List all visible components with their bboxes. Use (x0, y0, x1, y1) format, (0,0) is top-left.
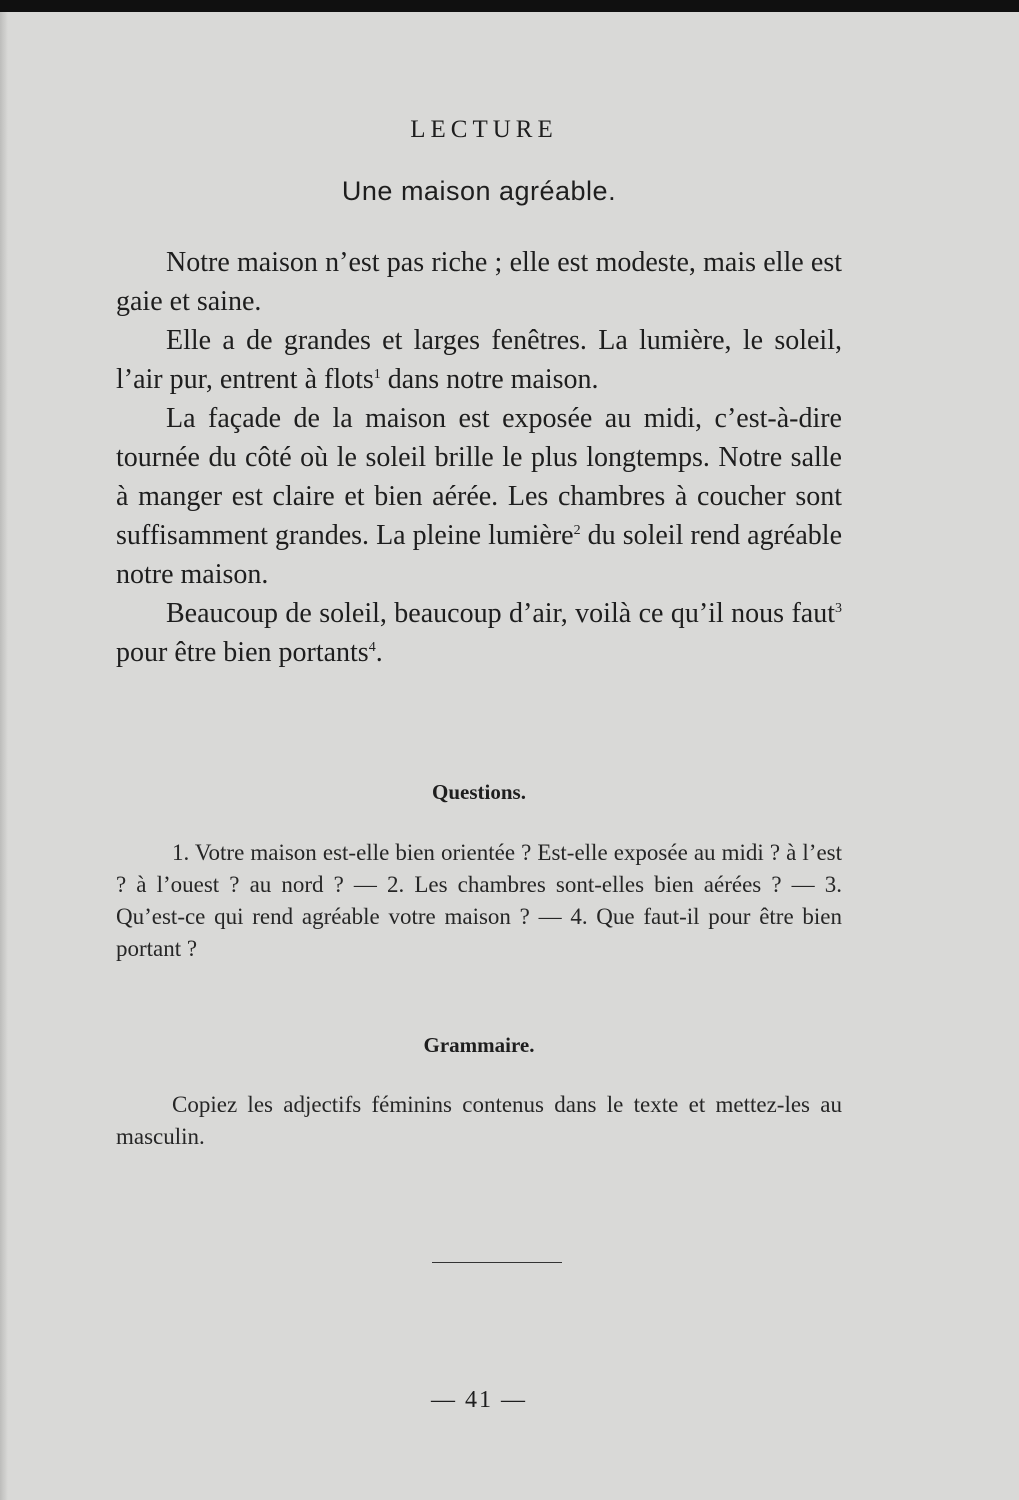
grammar-heading: Grammaire. (423, 1033, 535, 1057)
questions-text: 1. Votre maison est-elle bien orientée ? Est-elle exposée au midi ? à l’est ? à l’ouest ? au nord ? — 2. Les chambres sont-elles bien aérées ? — 3. Qu’est-ce qui rend agréable votre maison ? — 4. Que faut-il pour être bien portant ? (116, 840, 842, 961)
paragraph-3-text-b: du soleil rend agréable notre maison. (116, 520, 842, 590)
section-label: LECTURE (410, 116, 558, 143)
footnote-marker-1: 1 (373, 367, 381, 382)
paragraph-4-text-b: pour être bien portants (116, 637, 369, 668)
paragraph-4 (116, 594, 842, 672)
paragraph-4-text-c: . (375, 637, 383, 668)
paragraph-1: Notre maison n’est pas riche ; elle est modeste, mais elle est gaie et saine. (116, 247, 842, 317)
paragraph-3-text-a: La façade de la maison est exposée au midi, c’est-à-dire tournée du côté où le soleil brille le plus longtemps. Notre salle à manger est claire et bien aérée. Les chambres à coucher sont suffisamment grandes. La pleine lumière (116, 403, 842, 551)
questions-heading: Questions. (432, 780, 526, 804)
paragraph-3 (116, 399, 842, 594)
paragraph-2-text-a: Elle a de grandes et larges fenêtres. La lumière, le soleil, l’air pur, entrent à flots (116, 325, 842, 395)
grammar-text: Copiez les adjectifs féminins contenus dans le texte et mettez-les au masculin. (116, 1092, 842, 1149)
page-number: — 41 — (431, 1387, 527, 1413)
section-divider (432, 1262, 562, 1263)
scan-left-edge (0, 12, 8, 1500)
paragraph-2 (116, 321, 842, 399)
footnote-marker-4: 4 (368, 640, 376, 655)
reading-text (116, 243, 842, 672)
page-title: Une maison agréable. (341, 176, 617, 206)
footnote-marker-3: 3 (835, 601, 842, 616)
paragraph-2-text-b: dans notre maison. (380, 364, 599, 395)
book-page (116, 0, 842, 1500)
paragraph-4-text-a: Beaucoup de soleil, beaucoup d’air, voilà ce qu’il nous faut (166, 598, 835, 629)
footnote-marker-2: 2 (573, 523, 581, 538)
